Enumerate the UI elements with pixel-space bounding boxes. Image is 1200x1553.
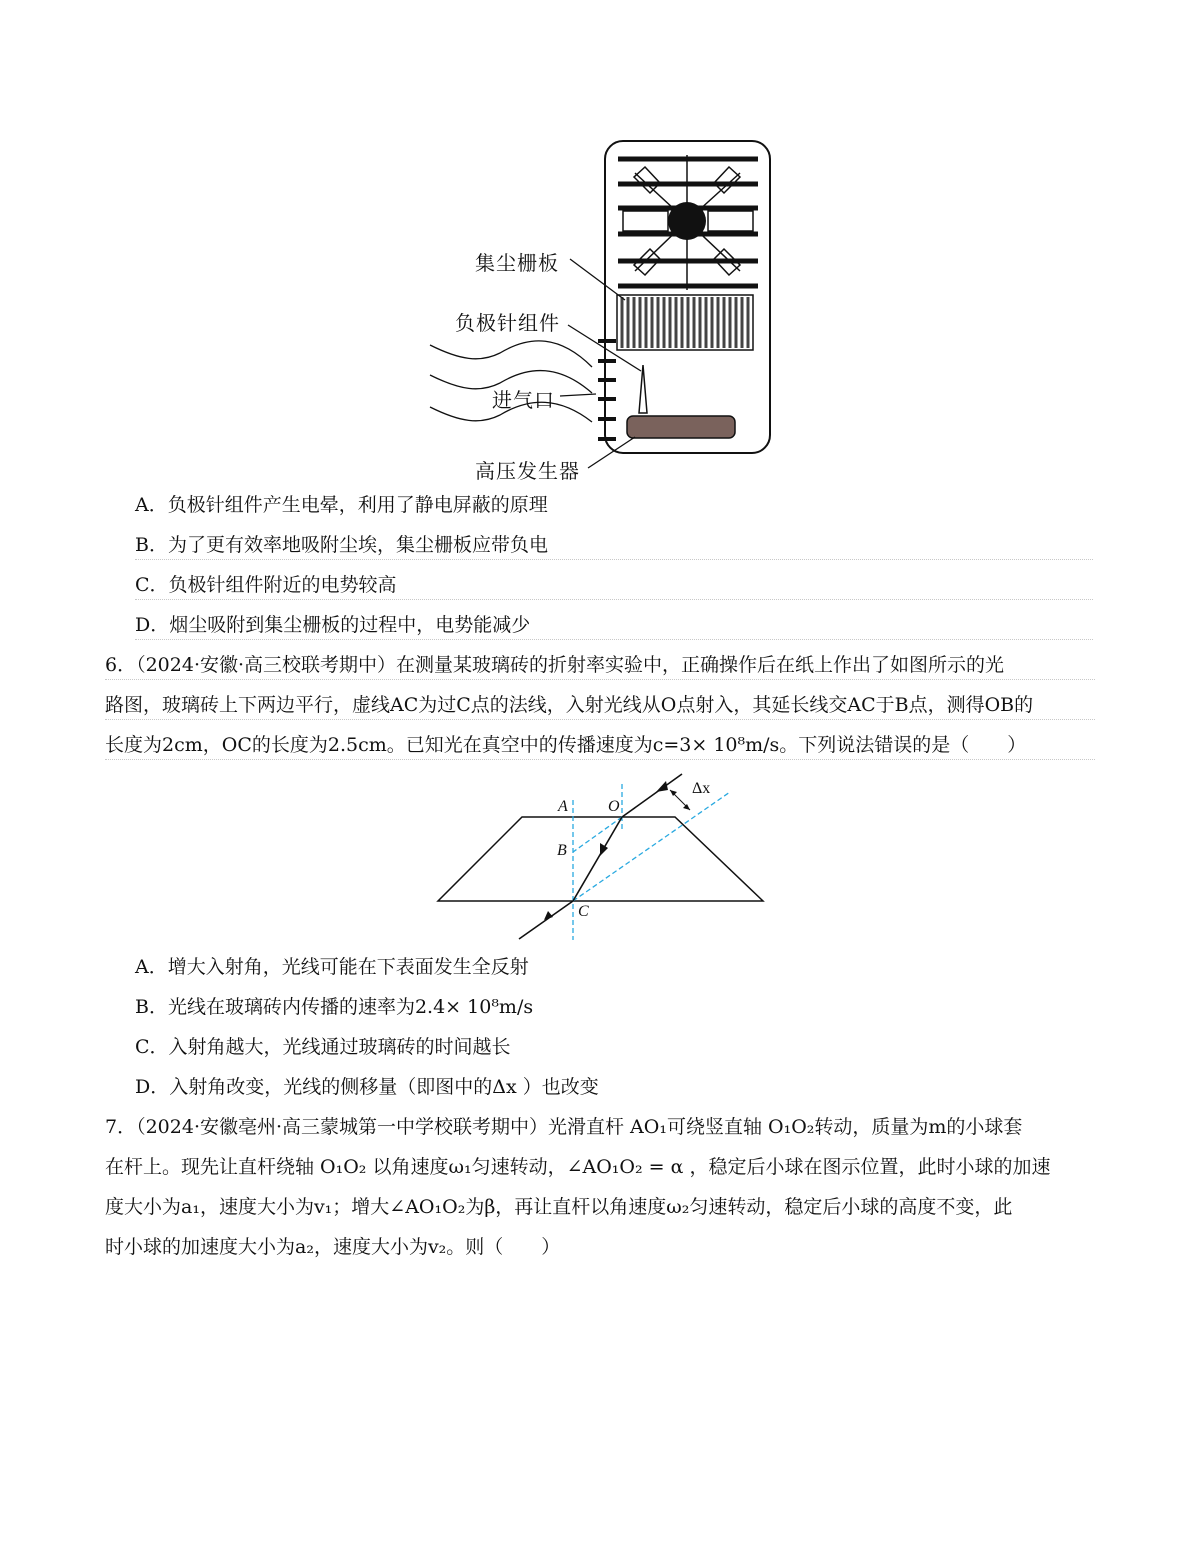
label-dust-plate: 集尘栅板 [475, 251, 559, 275]
q7-stem-line4: 时小球的加速度大小为a₂，速度大小为v₂。则（ ） [105, 1236, 561, 1258]
label-delta-x: Δx [692, 780, 711, 797]
q5-option-b: B．为了更有效率地吸附尘埃，集尘栅板应带负电 [135, 531, 1093, 560]
label-point-o: O [608, 798, 620, 815]
q6-option-a: A．增大入射角，光线可能在下表面发生全反射 [135, 956, 529, 978]
refraction-drawing [430, 770, 770, 945]
refraction-diagram [430, 770, 770, 945]
label-generator: 高压发生器 [475, 459, 580, 483]
label-point-a: A [558, 798, 568, 815]
label-point-c: C [578, 903, 589, 920]
q6-stem-line3: 长度为2cm，OC的长度为2.5cm。已知光在真空中的传播速度为c=3× 10⁸m/s。下列说法错误的是（ ） [105, 731, 1095, 760]
q5-option-d: D．烟尘吸附到集尘栅板的过程中，电势能减少 [135, 611, 1093, 640]
q6-option-b: B．光线在玻璃砖内传播的速率为2.4× 10⁸m/s [135, 996, 534, 1018]
q6-option-d: D．入射角改变，光线的侧移量（即图中的Δx ）也改变 [135, 1076, 599, 1098]
q7-stem-line2: 在杆上。现先让直杆绕轴 O₁O₂ 以角速度ω₁匀速转动，∠AO₁O₂ = α ，稳定后小球在图示位置，此时小球的加速 [105, 1156, 1051, 1178]
q6-option-c: C．入射角越大，光线通过玻璃砖的时间越长 [135, 1036, 511, 1058]
label-inlet: 进气口 [492, 388, 555, 412]
q6-stem-line2: 路图，玻璃砖上下两边平行，虚线AC为过C点的法线，入射光线从O点射入，其延长线交AC于B点，测得OB的 [105, 691, 1095, 720]
label-point-b: B [557, 842, 567, 859]
q7-stem-line1: 7．（2024·安徽亳州·高三蒙城第一中学校联考期中）光滑直杆 AO₁可绕竖直轴 O₁O₂转动，质量为m的小球套 [105, 1116, 1023, 1138]
purifier-diagram [420, 135, 780, 485]
q5-option-a: A．负极针组件产生电晕，利用了静电屏蔽的原理 [135, 494, 548, 516]
q6-stem-line1: 6．（2024·安徽·高三校联考期中）在测量某玻璃砖的折射率实验中，正确操作后在纸上作出了如图所示的光 [105, 651, 1095, 680]
label-needle: 负极针组件 [455, 311, 560, 335]
q5-option-c: C．负极针组件附近的电势较高 [135, 571, 1093, 600]
q7-stem-line3: 度大小为a₁，速度大小为v₁；增大∠AO₁O₂为β，再让直杆以角速度ω₂匀速转动，稳定后小球的高度不变，此 [105, 1196, 1013, 1218]
